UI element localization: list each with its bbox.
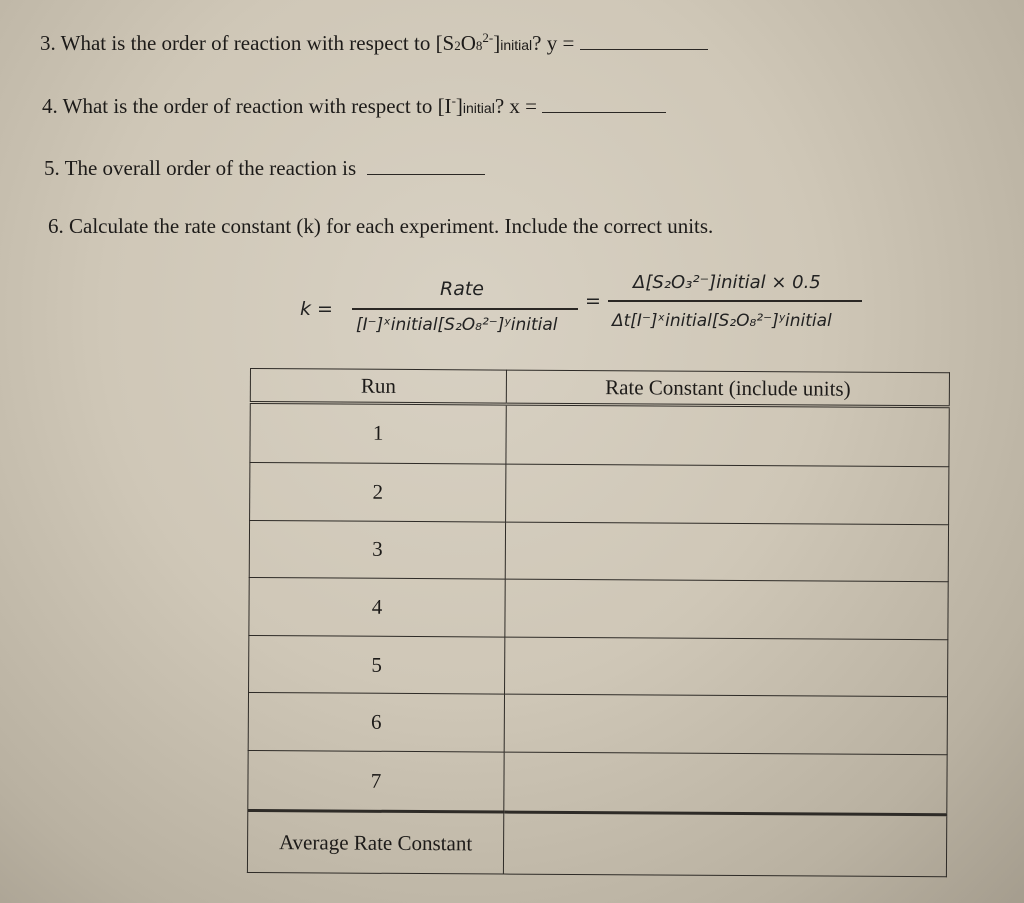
table-row xyxy=(250,403,949,467)
question-5-text: 5. The overall order of the reaction is xyxy=(44,156,362,180)
rate-constant-cell[interactable] xyxy=(504,752,947,815)
table-row xyxy=(248,751,947,815)
table-row xyxy=(249,520,948,582)
answer-blank-x[interactable] xyxy=(542,111,666,113)
run-number: 6 xyxy=(248,693,504,752)
question-5 xyxy=(44,156,485,181)
rate-constant-cell[interactable] xyxy=(504,694,947,754)
rate-constant-cell[interactable] xyxy=(506,464,949,524)
fraction-line-1 xyxy=(352,308,578,310)
run-number: 4 xyxy=(249,578,505,637)
table-header-row xyxy=(250,369,949,407)
fraction-line-2 xyxy=(608,300,862,302)
rate-constant-cell[interactable] xyxy=(506,404,949,467)
rate-constant-table xyxy=(247,368,950,877)
run-number: 3 xyxy=(249,520,505,579)
question-4: 4. What is the order of reaction with respect to [I-]initial? x = xyxy=(42,93,666,119)
run-number: 2 xyxy=(250,462,506,521)
run-number: 5 xyxy=(249,635,505,694)
rate-constant-cell[interactable] xyxy=(505,522,948,582)
equation-denominator-2: Δt[I⁻]ˣinitial[S₂O₈²⁻]ʸinitial xyxy=(612,311,832,331)
run-number: 1 xyxy=(250,403,506,464)
equation-equals: = xyxy=(585,290,601,312)
answer-blank-y[interactable] xyxy=(580,48,708,50)
average-label: Average Rate Constant xyxy=(247,810,503,874)
average-row xyxy=(247,810,946,876)
table-row xyxy=(250,462,949,524)
header-rate-constant: Rate Constant (include units) xyxy=(506,370,949,407)
table-row xyxy=(249,635,948,697)
equation-k: k = xyxy=(300,298,333,320)
equation-denominator-1: [I⁻]ˣinitial[S₂O₈²⁻]ʸinitial xyxy=(356,315,558,335)
equation-numerator-2: Δ[S₂O₃²⁻]initial × 0.5 xyxy=(633,272,821,293)
question-4-text: 4. What is the order of reaction with respect to [I xyxy=(42,94,452,118)
run-number: 7 xyxy=(248,751,504,813)
question-3-text: 3. What is the order of reaction with respect to [S xyxy=(40,31,455,55)
header-run: Run xyxy=(250,369,506,405)
average-rate-constant-cell[interactable] xyxy=(503,812,946,877)
question-6-text: 6. Calculate the rate constant (k) for each experiment. Include the correct units. xyxy=(48,214,714,238)
question-3: 3. What is the order of reaction with respect to $[S2O8^{2-}]initial$? y = xyxy=(40,30,708,56)
rate-constant-cell[interactable] xyxy=(505,637,948,697)
table-row xyxy=(249,578,948,640)
answer-blank-overall[interactable] xyxy=(367,173,485,175)
table-row xyxy=(248,693,947,755)
equation-numerator-rate: Rate xyxy=(440,278,484,300)
question-6 xyxy=(48,214,713,239)
rate-constant-cell[interactable] xyxy=(505,579,948,639)
